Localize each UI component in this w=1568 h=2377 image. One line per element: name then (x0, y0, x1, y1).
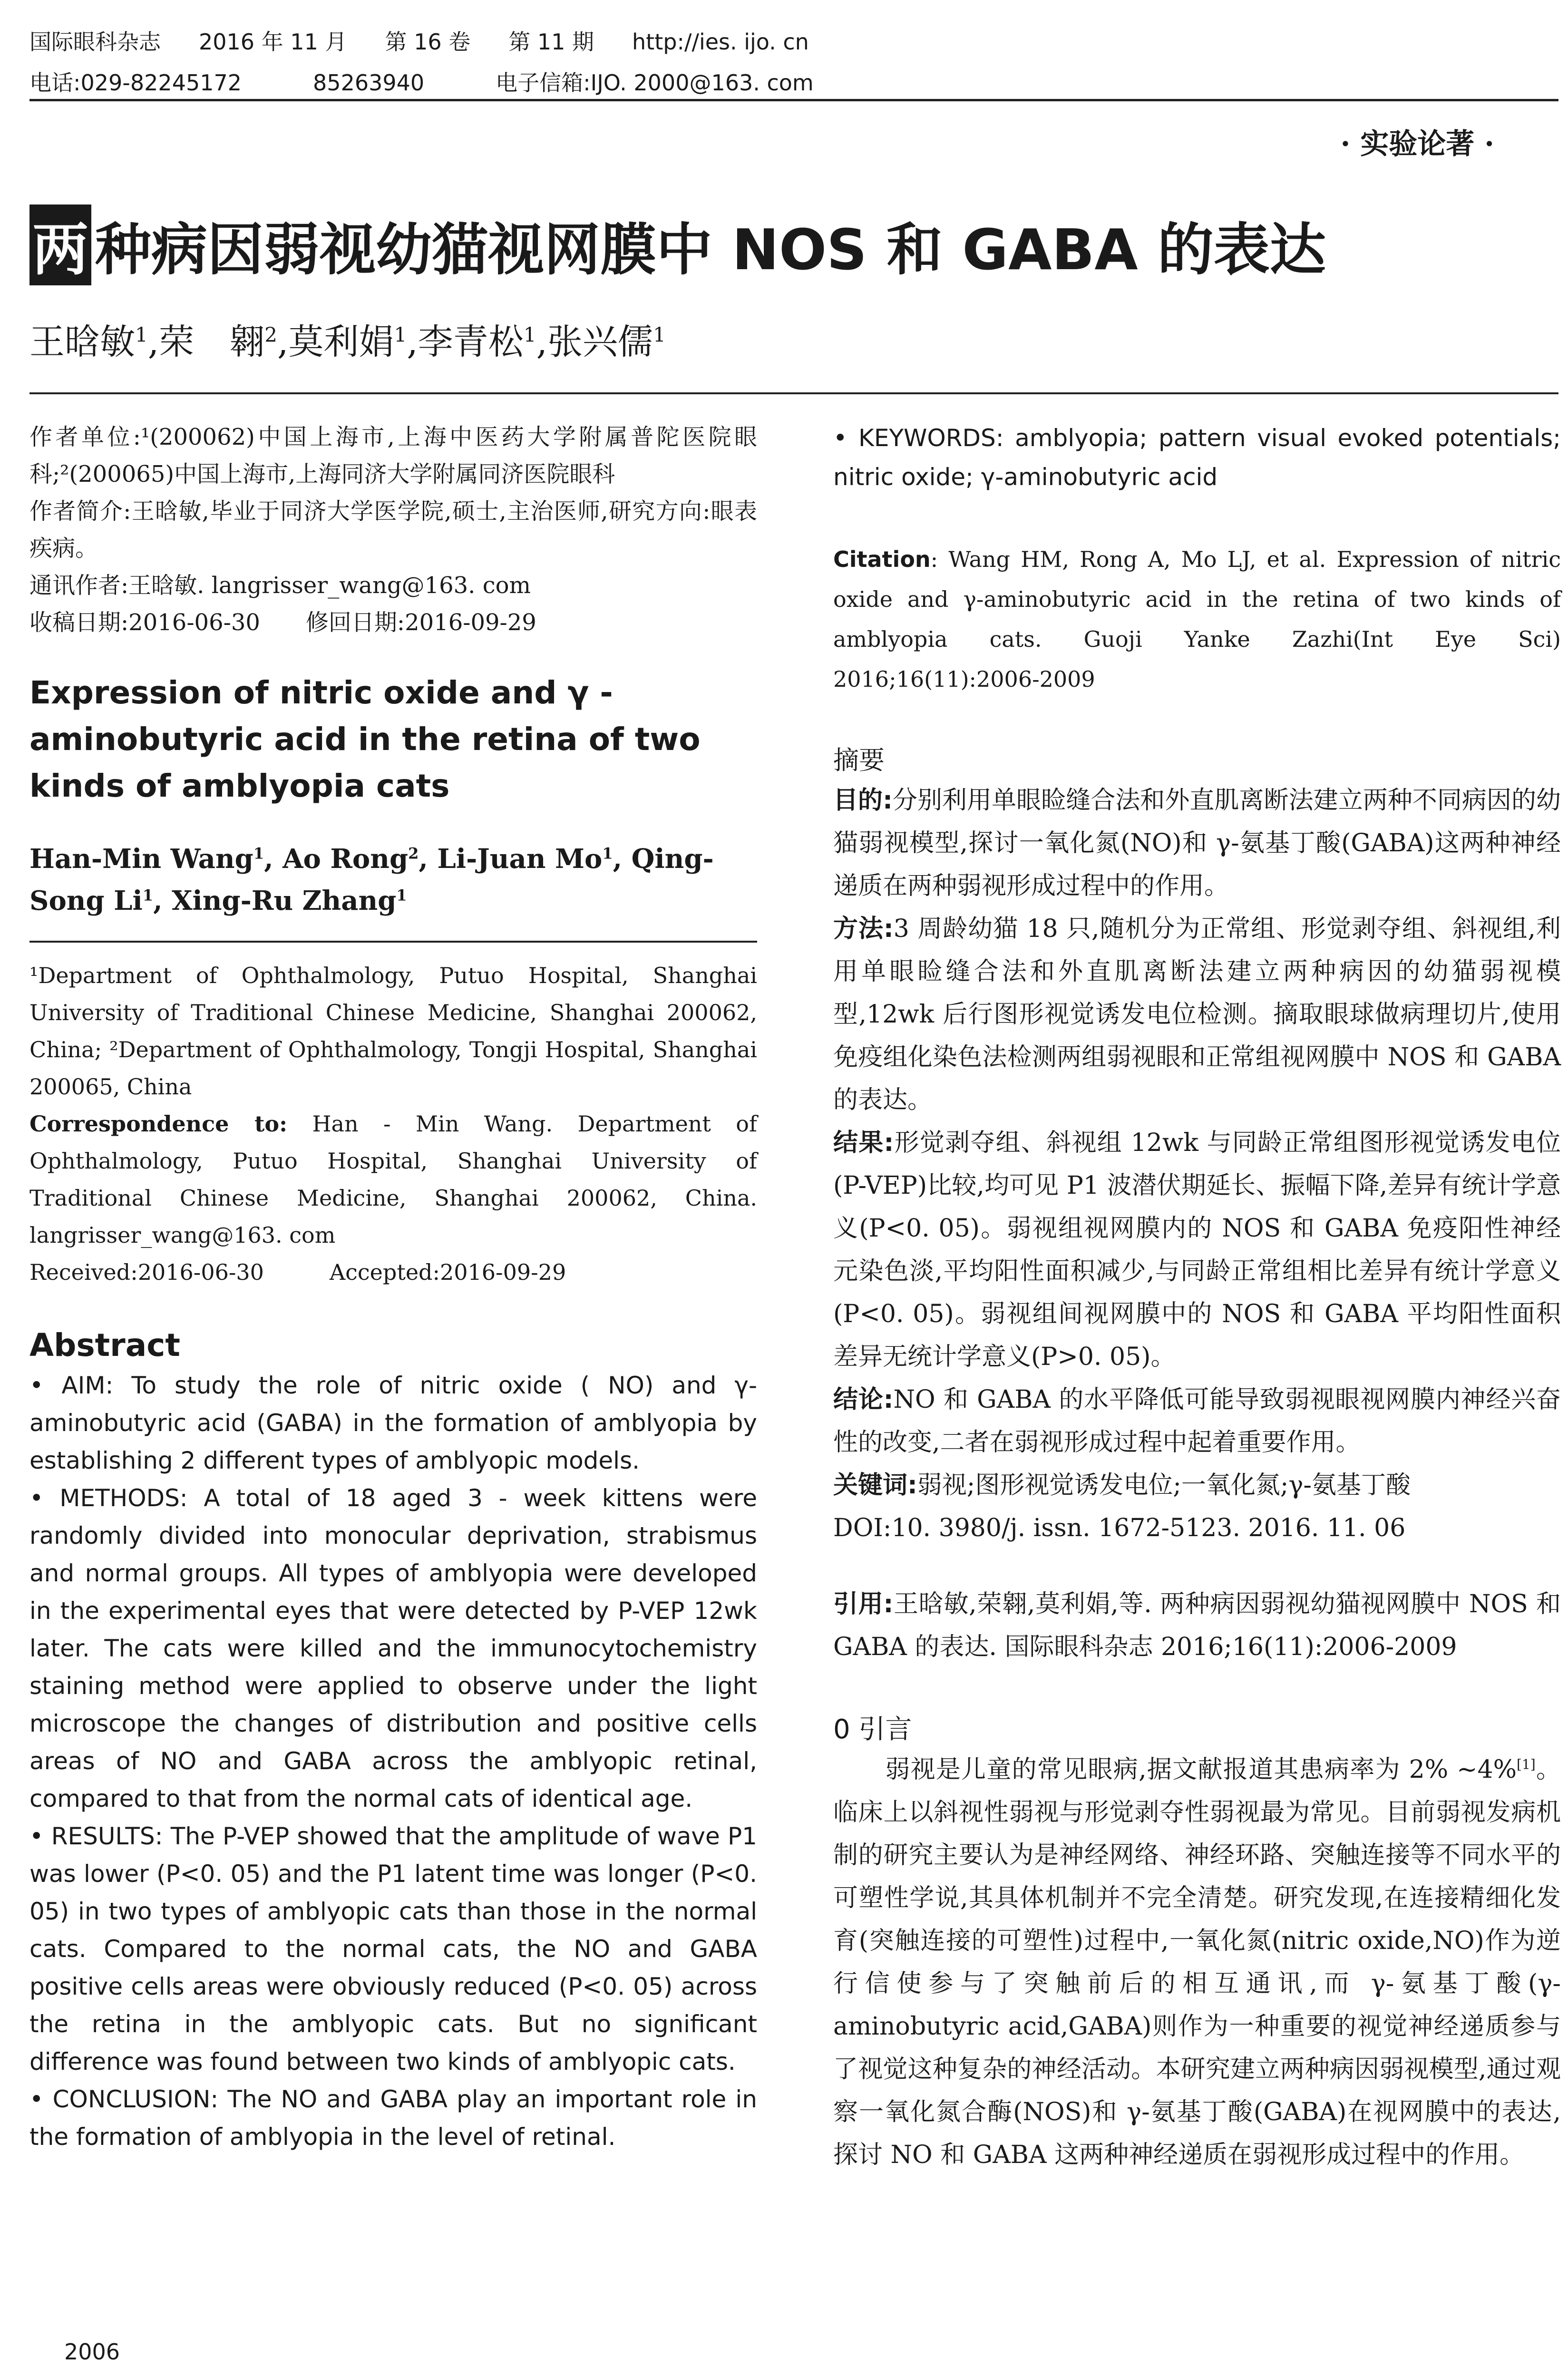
author-cn-name: 王晗敏 (29, 321, 135, 362)
cn-results-label: 结果: (833, 1129, 894, 1157)
citation-text: : Wang HM, Rong A, Mo LJ, et al. Expression of nitric oxide and γ-aminobutyric acid in the retina of two kinds of amblyopia cats. Guoji Yanke Zazhi(Int Eye Sci) 2016;16(11):2006-2009 (833, 546, 1561, 692)
english-authors: Han-Min Wang$^1$, Ao Rong$^2$, Li-Juan Mo$^1$, Qing-Song Li$^1$, Xing-Ru Zhang$^1$ (29, 843, 714, 916)
author-cn-sup: 1 (135, 323, 148, 347)
author-cn-sup: 1 (653, 323, 666, 347)
journal-header-line-2 (29, 66, 885, 97)
issue-date: 2016 年 11 月 (199, 29, 347, 55)
keywords-en: • KEYWORDS: amblyopia; pattern visual evoked potentials; nitric oxide; γ-aminobutyric acid (833, 424, 1561, 491)
cn-keywords (833, 1464, 1561, 1507)
intro-paragraph (833, 1748, 1561, 2176)
cn-aim (833, 779, 1561, 907)
author-en-name: Li-Juan Mo (437, 843, 603, 875)
correspondence-label: Correspondence to: (29, 1111, 288, 1137)
journal-url[interactable]: http://ies. ijo. cn (632, 29, 809, 55)
doi[interactable]: DOI:10. 3980/j. issn. 1672-5123. 2016. 11. 06 (833, 1514, 1406, 1542)
citation-label: Citation (833, 546, 931, 572)
header-rule (29, 99, 1558, 101)
title-rest: 种病因弱视幼猫视网膜中 NOS 和 GABA 的表达 (95, 217, 1326, 283)
title-rule (29, 392, 1558, 394)
cn-results-text: 形觉剥夺组、斜视组 12wk 与同龄正常组图形视觉诱发电位(P-VEP)比较,均可见 P1 波潜伏期延长、振幅下降,差异有统计学意义(P<0. 05)。弱视组视网膜内的 NOS 和 GABA 免疫阳性神经元染色淡,平均阳性面积减少,与同龄正常组相比差异有统计学意义(P<0. 05)。弱视组间视网膜中的 NOS 和 GABA 平均阳性面积差异无统计学意义(P>0. 05)。 (833, 1129, 1561, 1371)
intro-text-a: 弱视是儿童的常见眼病,据文献报道其患病率为 2% ~4% (885, 1755, 1517, 1784)
cn-citation-label: 引用: (833, 1590, 894, 1618)
author-unit: 作者单位:¹(200062)中国上海市,上海中医药大学附属普陀医院眼科;²(200065)中国上海市,上海同济大学附属同济医院眼科 (29, 424, 757, 487)
cn-methods-text: 3 周龄幼猫 18 只,随机分为正常组、形觉剥夺组、斜视组,利用单眼睑缝合法和外直肌离断法建立两种病因的幼猫弱视模型,12wk 后行图形视觉诱发电位检测。摘取眼球做病理切片,使用免疫组化染色法检测两组弱视眼和正常组视网膜中 NOS 和 GABA 的表达。 (833, 915, 1561, 1114)
right-column (833, 419, 1561, 2176)
cn-keywords-label: 关键词: (833, 1471, 917, 1500)
cn-methods-label: 方法: (833, 915, 894, 943)
author-cn-sup: 2 (264, 323, 277, 347)
author-en-sup: 1 (253, 844, 264, 863)
intro-text-b: 。临床上以斜视性弱视与形觉剥夺性弱视最为常见。目前弱视发病机制的研究主要认为是神经网络、神经环路、突触连接等不同水平的可塑性学说,其具体机制并不完全清楚。研究发现,在连接精细化发育(突触连接的可塑性)过程中,一氧化氮(nitric oxide,NO)作为逆行信使参与了突触前后的相互通讯,而 γ-氨基丁酸(γ-aminobutyric acid,GABA)则作为一种重要的视觉神经递质参与了视觉这种复杂的神经活动。本研究建立两种病因弱视模型,通过观察一氧化氮合酶(NOS)和 γ-氨基丁酸(GABA)在视网膜中的表达,探讨 NO 和 GABA 这两种神经递质在弱视形成过程中的作用。 (833, 1755, 1561, 2169)
abstract-heading: Abstract (29, 1327, 180, 1364)
abstract-methods: • METHODS: A total of 18 aged 3 - week kittens were randomly divided into monocular deprivation, strabismus and normal groups. All types of amblyopia were developed in the experimental eyes that were detected by P-VEP 12wk later. The cats were killed and the immunocytochemistry staining method were applied to observe under the light microscope the changes of distribution and positive cells areas of NO and GABA across the amblyopic retinal, compared to that from the normal cats of identical age. (29, 1484, 757, 1812)
author-en-sup: 2 (408, 844, 419, 863)
author-en-name: Ao Rong (282, 843, 409, 875)
received-dates-cn: 收稿日期:2016-06-30 修回日期:2016-09-29 (29, 609, 536, 636)
affiliation: ¹Department of Ophthalmology, Putuo Hospital, Shanghai University of Traditional Chinese Medicine, Shanghai 200062, China; ²Department of Ophthalmology, Tongji Hospital, Shanghai 200065, China (29, 963, 757, 1100)
phone-2: 85263940 (313, 70, 425, 96)
cn-aim-label: 目的: (833, 786, 893, 815)
author-en-name: Xing-Ru Zhang (172, 885, 397, 916)
correspondence (29, 1105, 757, 1254)
author-en-name: Qing-Song Li (29, 843, 714, 916)
cn-results (833, 1121, 1561, 1378)
volume: 第 16 卷 (385, 29, 471, 55)
author-cn-sup: 1 (523, 323, 536, 347)
left-column (29, 419, 757, 2156)
cn-citation-text: 王晗敏,荣翱,莫利娟,等. 两种病因弱视幼猫视网膜中 NOS 和 GABA 的表达. 国际眼科杂志 2016;16(11):2006-2009 (833, 1590, 1561, 1661)
cn-citation (833, 1583, 1561, 1668)
author-en-sup: 1 (602, 844, 613, 863)
author-en-sup: 1 (142, 886, 154, 905)
journal-header-line-1 (29, 25, 847, 56)
article-title (29, 205, 1326, 285)
author-cn-name: 李青松 (418, 321, 524, 362)
correspondence-text: Han - Min Wang. Department of Ophthalmology, Putuo Hospital, Shanghai University of Traditional Chinese Medicine, Shanghai 200062, China. langrisser_wang@163. com (29, 1111, 758, 1248)
cn-keywords-text: 弱视;图形视觉诱发电位;一氧化氮;γ-氨基丁酸 (917, 1471, 1411, 1500)
author-en-sup: 1 (396, 886, 407, 905)
cn-methods (833, 907, 1561, 1121)
author-cn-name: 莫利娟 (288, 321, 394, 362)
cn-abstract-heading: 摘要 (833, 745, 885, 775)
intro-reference[interactable]: [1] (1517, 1756, 1536, 1773)
phone: 电话:029-82245172 (29, 70, 242, 96)
corresponding-author: 通讯作者:王晗敏. langrisser_wang@163. com (29, 572, 531, 599)
intro-heading: 0 引言 (833, 1714, 912, 1745)
journal-name: 国际眼科杂志 (29, 29, 161, 55)
abstract-results: • RESULTS: The P-VEP showed that the amplitude of wave P1 was lower (P<0. 05) and the P1 latent time was longer (P<0. 05) in two types of amblyopic cats than those in the normal cats. Compared to the normal cats, the NO and GABA positive cells areas were obviously reduced (P<0. 05) across the retina in the amblyopic cats. But no significant difference was found between two kinds of amblyopic cats. (29, 1822, 757, 2075)
author-cn-sup: 1 (394, 323, 407, 347)
issue: 第 11 期 (508, 29, 594, 55)
received-accepted: Received:2016-06-30 Accepted:2016-09-29 (29, 1259, 566, 1285)
cn-conclusion (833, 1378, 1561, 1464)
authors-cn: 王晗敏$^1$,荣 翱$^2$,莫利娟$^1$,李青松$^1$,张兴儒$^1$ (29, 321, 666, 362)
author-cn-name: 荣 翱 (159, 321, 265, 362)
english-title: Expression of nitric oxide and γ - aminobutyric acid in the retina of two kinds of amblyopia cats (29, 674, 701, 804)
cn-conclusion-text: NO 和 GABA 的水平降低可能导致弱视眼视网膜内神经兴奋性的改变,二者在弱视形成过程中起着重要作用。 (833, 1385, 1561, 1457)
title-first-char: 两 (29, 205, 91, 285)
cn-conclusion-label: 结论: (833, 1385, 894, 1414)
page-number: 2006 (64, 2339, 120, 2365)
section-label: · 实验论著 · (1340, 127, 1494, 161)
author-en-name: Han-Min Wang (29, 843, 253, 875)
abstract-conclusion: • CONCLUSION: The NO and GABA play an important role in the formation of amblyopia in the level of retinal. (29, 2085, 757, 2151)
author-cn-name: 张兴儒 (547, 321, 653, 362)
cn-aim-text: 分别利用单眼睑缝合法和外直肌离断法建立两种不同病因的幼猫弱视模型,探讨一氧化氮(NO)和 γ-氨基丁酸(GABA)这两种神经递质在两种弱视形成过程中的作用。 (833, 786, 1561, 900)
author-intro: 作者简介:王晗敏,毕业于同济大学医学院,硕士,主治医师,研究方向:眼表疾病。 (29, 498, 757, 562)
email[interactable]: 电子信箱:IJO. 2000@163. com (496, 70, 814, 96)
affiliation-rule (29, 941, 757, 943)
abstract-aim: • AIM: To study the role of nitric oxide ( NO) and γ-aminobutyric acid (GABA) in the formation of amblyopia by establishing 2 different types of amblyopic models. (29, 1372, 757, 1474)
citation-en (833, 539, 1561, 699)
